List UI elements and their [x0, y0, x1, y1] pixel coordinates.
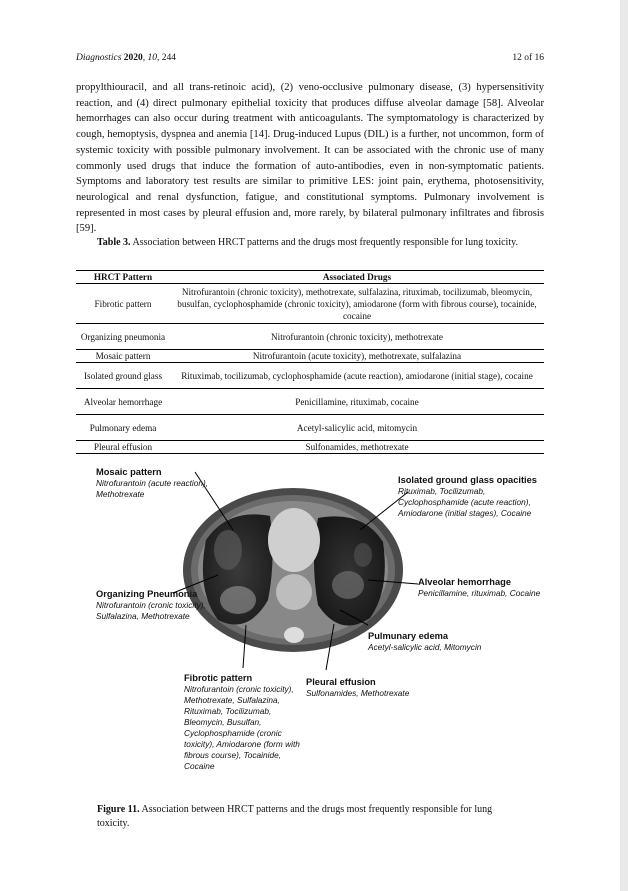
row-drugs: Sulfonamides, methotrexate [170, 441, 544, 454]
row-pattern: Isolated ground glass [76, 363, 170, 389]
hrct-table [76, 270, 544, 454]
journal-year: 2020 [123, 53, 143, 63]
label-organizing: Organizing Pneumonia Nitrofurantoin (cronic toxicity), Sulfalazina, Methotrexate [96, 589, 206, 621]
ct-mediastinum [268, 508, 320, 572]
table-row [76, 415, 544, 441]
table-row [76, 441, 544, 454]
row-pattern: Alveolar hemorrhage [76, 389, 170, 415]
label-pleural: Pleural effusion Sulfonamides, Methotrexate [306, 677, 410, 698]
body-paragraph: propylthiouracil, and all trans-retinoic acid), (2) veno-occlusive pulmonary disease, (3) hypersensitivity reaction, and (4) direct pulmonary epithelial toxicity that produces diffuse alveolar damage [58]. Alveolar hemorrhages can also occur during treatment with anticoagulants. The symptomatology is characterized by cough, hemoptysis, dyspnea and anemia [14]. Drug-induced Lupus (DIL) is a further, not uncommon, form of systemic toxicity with possible pulmonary involvement. It can be associated with the chronic use of many commonly used drugs that induce the formation of auto-antibodies, even in non-symptomatic patients. Symptoms and laboratory test results are similar to primitive LES: joint pain, erythema, photosensitivity, neurological and renal dysfunction, fatigue, and constitutional symptoms. Pulmonary involvement is represented in most cases by pleural effusion and, more rarely, by bilateral pulmonary infiltrates and fibrosis [59]. [76, 82, 544, 235]
figure-label: Figure 11. [97, 804, 140, 815]
table-row [76, 363, 544, 389]
label-edema: Pulmunary edema Acetyl-salicylic acid, Mitomycin [368, 631, 482, 652]
table-row [76, 284, 544, 324]
ct-spine [284, 627, 304, 643]
table-header-row [76, 271, 544, 284]
header-drugs: Associated Drugs [170, 271, 544, 284]
row-drugs: Nitrofurantoin (acute toxicity), methotrexate, sulfalazina [170, 350, 544, 363]
label-ground-glass: Isolated ground glass opacities Rituximab, Tocilizumab, Cyclophosphamide (acute reaction), Amiodarone (initial stages), Cocaine [398, 475, 537, 518]
figure-caption [97, 803, 527, 831]
ct-left-lung [314, 516, 385, 625]
table-row [76, 350, 544, 363]
header-pattern: HRCT Pattern [76, 271, 170, 284]
table-caption [97, 236, 527, 250]
row-drugs: Acetyl-salicylic acid, mitomycin [170, 415, 544, 441]
row-drugs: Nitrofurantoin (chronic toxicity), methotrexate, sulfalazina, rituximab, tocilizumab, bleomycin, busulfan, cyclophosphamide (chronic toxicity), amiodarone (form with fibrous course), tocainide, cocaine [170, 284, 544, 324]
row-pattern: Pulmonary edema [76, 415, 170, 441]
page-header: Diagnostics 2020, 10, 244 12 of 16 [76, 53, 544, 63]
journal-volume: 10 [147, 53, 158, 63]
page-number: 12 of 16 [512, 53, 544, 63]
table-caption-text: Association between HRCT patterns and the drugs most frequently responsible for lung toxicity. [132, 237, 518, 248]
label-mosaic: Mosaic pattern Nitrofurantoin (acute reaction), Methotrexate [96, 467, 209, 499]
row-pattern: Fibrotic pattern [76, 284, 170, 324]
article-number: 244 [161, 53, 177, 63]
label-fibrotic: Fibrotic pattern Nitrofurantoin (cronic toxicity), Methotrexate, Sulfalazina, Rituximab, Tocilizumab, Bleomycin, Busulfan, Cyclophosphamide (cronic toxicity), Amiodarone (form with fibrous course), Tocainide, Cocaine [184, 673, 300, 771]
row-pattern: Pleural effusion [76, 441, 170, 454]
table-row [76, 389, 544, 415]
row-drugs: Nitrofurantoin (chronic toxicity), methotrexate [170, 324, 544, 350]
figure-caption-text: Association between HRCT patterns and the drugs most frequently responsible for lung toxicity. [97, 804, 493, 829]
ct-figure [78, 460, 548, 800]
journal-name: Diagnostics [76, 53, 122, 63]
table-row [76, 324, 544, 350]
table-label: Table 3. [97, 237, 131, 248]
page-edge [620, 0, 628, 891]
row-pattern: Organizing pneumonia [76, 324, 170, 350]
label-alveolar: Alveolar hemorrhage Penicillamine, rituximab, Cocaine [418, 577, 541, 598]
row-drugs: Penicillamine, rituximab, cocaine [170, 389, 544, 415]
row-pattern: Mosaic pattern [76, 350, 170, 363]
row-drugs: Rituximab, tocilizumab, cyclophosphamide (acute reaction), amiodarone (initial stage), cocaine [170, 363, 544, 389]
